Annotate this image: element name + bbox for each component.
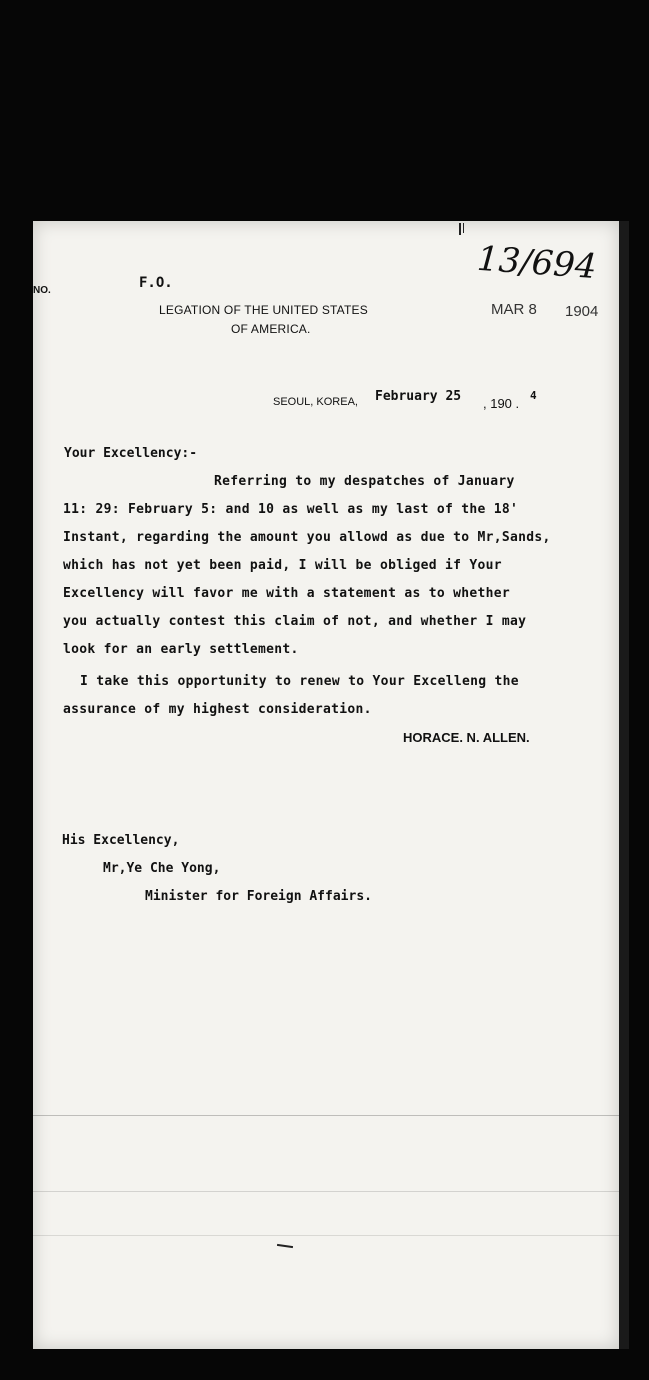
body-line: look for an early settlement. bbox=[63, 642, 299, 657]
binding-mark bbox=[463, 223, 464, 233]
paper-fold-line bbox=[33, 1191, 619, 1192]
legation-line-1: LEGATION OF THE UNITED STATES bbox=[159, 303, 368, 317]
addressee-line-2: Mr,Ye Che Yong, bbox=[103, 861, 221, 876]
document-sheet bbox=[33, 221, 619, 1349]
binding-mark bbox=[459, 223, 461, 235]
body-line: Excellency will favor me with a statement as to whether bbox=[63, 586, 510, 601]
signature: HORACE. N. ALLEN. bbox=[403, 730, 530, 745]
addressee-line-1: His Excellency, bbox=[62, 833, 180, 848]
body-line: 11: 29: February 5: and 10 as well as my last of the 18' bbox=[63, 502, 519, 517]
body-line: you actually contest this claim of not, and whether I may bbox=[63, 614, 527, 629]
body-line: assurance of my highest consideration. bbox=[63, 702, 372, 717]
addressee-line-3: Minister for Foreign Affairs. bbox=[145, 889, 372, 904]
paper-fold-line bbox=[33, 1115, 619, 1116]
handwritten-file-number: 13/694 bbox=[475, 238, 598, 288]
no-label: NO. bbox=[33, 285, 51, 296]
body-line: which has not yet been paid, I will be obliged if Your bbox=[63, 558, 502, 573]
fo-label: F.O. bbox=[139, 275, 173, 291]
body-line: Referring to my despatches of January bbox=[214, 474, 515, 489]
legation-line-2: OF AMERICA. bbox=[231, 322, 311, 336]
received-stamp: MAR 8 bbox=[491, 301, 537, 318]
received-stamp-year: 1904 bbox=[565, 303, 599, 320]
salutation: Your Excellency:- bbox=[64, 446, 198, 461]
body-line: I take this opportunity to renew to Your Excelleng the bbox=[80, 674, 519, 689]
dateline-place: SEOUL, KOREA, bbox=[273, 396, 358, 408]
dateline-date: February 25 bbox=[375, 389, 462, 404]
dateline-year-digit: 4 bbox=[530, 389, 537, 402]
ink-smudge bbox=[277, 1244, 293, 1248]
sheet-shadow-edge bbox=[619, 221, 629, 1349]
dateline-year-prefix: , 190 . bbox=[483, 396, 520, 411]
body-line: Instant, regarding the amount you allowd as due to Mr,Sands, bbox=[63, 530, 551, 545]
paper-fold-line bbox=[33, 1235, 619, 1236]
